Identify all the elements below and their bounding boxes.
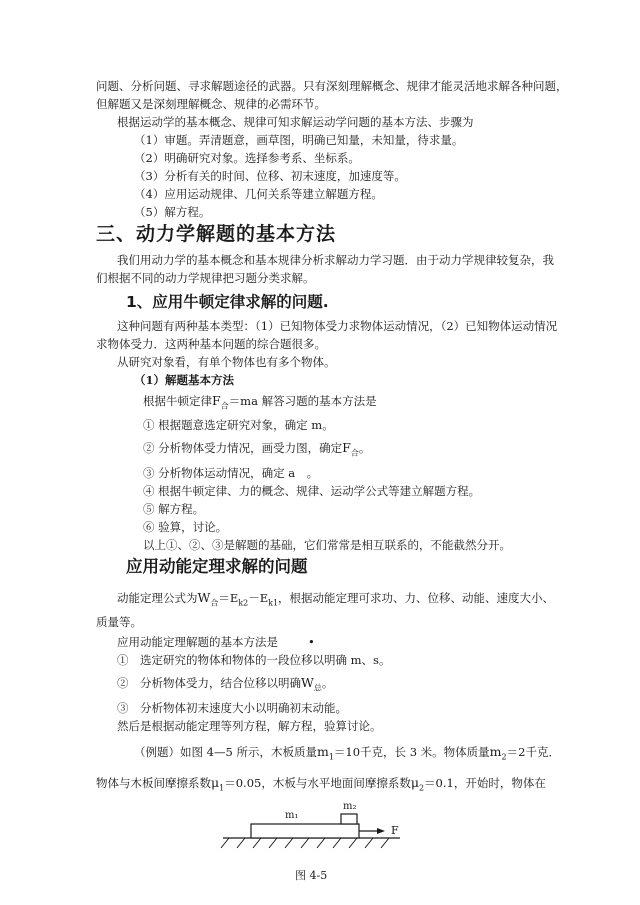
method-intro-b: ＝ma 解答习题的基本方法是	[228, 394, 377, 408]
intro-step-5: （5）解方程。	[134, 205, 211, 219]
section-3-para-2: 们根据不同的动力学规律把习题分类求解。	[96, 271, 315, 285]
kinetic-formula-line	[117, 590, 554, 611]
intro-step-2: （2）明确研究对象。选择参考系、坐标系。	[134, 151, 360, 165]
method-item-5: ⑤ 解方程。	[143, 502, 205, 516]
formula-k2: k2	[238, 598, 249, 608]
example-line-1-b: ＝10千克，长 3 米。物体质量	[333, 745, 490, 759]
block-m2	[341, 814, 357, 824]
intro-line-1: 问题、分析问题、寻求解题途径的武器。只有深刻理解概念、规律才能灵活地求解各种问题，	[96, 79, 568, 93]
kinetic-formula-line-2: 质量等。	[96, 615, 142, 629]
kinetic-item-2	[117, 675, 333, 696]
formula-eq: ＝E	[218, 591, 239, 605]
kinetic-item-2-a: ② 分析物体受力，结合位移以明确	[117, 676, 301, 690]
kinetic-item-4: 然后是根据动能定理等列方程，解方程，验算讨论。	[117, 719, 382, 733]
intro-line-3: 根据运动学的基本概念、规律可知求解运动学问题的基本方法、步骤为	[117, 115, 474, 129]
ground-hatching	[221, 838, 389, 848]
example-m2-sub: 2	[501, 752, 507, 762]
formula-b: ，根据动能定理可求功、力、位移、动能、速度大小、	[278, 591, 555, 605]
method-item-3: ③ 分析物体运动情况，确定 a 。	[143, 466, 319, 480]
example-line-2	[96, 775, 546, 796]
example-mu2: μ	[410, 775, 419, 790]
method-item-2-F: F	[342, 440, 351, 455]
formula-a: 动能定理公式为	[117, 591, 198, 605]
subsection-1-para-3: 从研究对象看，有单个物体也有多个物体。	[117, 355, 336, 369]
method-note: 以上①、②、③是解题的基础，它们常常是相互联系的，不能截然分开。	[143, 538, 511, 552]
section-3-title: 三、动力学解题的基本方法	[96, 223, 337, 245]
intro-step-3: （3）分析有关的时间、位移、初末速度，加速度等。	[134, 169, 406, 183]
method-item-2-a: ② 分析物体受力情况，画受力图，确定	[143, 441, 343, 455]
formula-minus: －E	[248, 591, 269, 605]
intro-step-1: （1）审题。弄清题意，画草图，明确已知量，未知量，待求量。	[134, 133, 464, 147]
kinetic-method-intro-text: 应用动能定理解题的基本方法是	[117, 635, 278, 649]
example-line-2-b: ＝0.05，木板与水平地面间摩擦系数	[224, 776, 411, 790]
example-mu2-sub: 2	[418, 783, 425, 793]
example-line-1-c: ＝2千克．	[506, 745, 560, 759]
method-item-2-sub: 合	[350, 448, 359, 458]
figure-caption: 图 4-5	[295, 869, 328, 882]
example-mu1-sub: 1	[219, 783, 225, 793]
formula-W-sub: 合	[210, 598, 219, 608]
kinetic-item-1: ① 选定研究的物体和物体的一段位移以明确 m、s。	[117, 653, 391, 667]
method-item-6: ⑥ 验算，讨论。	[143, 520, 228, 534]
label-m2: m₂	[343, 801, 357, 812]
kinetic-item-2-W: W	[301, 675, 314, 690]
subsection-1-title: 1、应用牛顿定律求解的问题.	[126, 293, 329, 311]
example-m2: m	[489, 744, 502, 759]
method-intro-a: 根据牛顿定律	[143, 394, 212, 408]
method-intro-F: F	[212, 393, 221, 408]
method-item-2	[143, 440, 370, 461]
section-3-para-1: 我们用动力学的基本概念和基本规律分析求解动力学习题．由于动力学规律较复杂，我	[117, 253, 554, 267]
example-line-1-a: （例题）如图 4—5 所示，木板质量	[134, 745, 317, 759]
example-m1: m	[316, 744, 329, 759]
kinetic-method-dot: •	[308, 635, 315, 649]
method-intro-sub: 合	[220, 401, 229, 411]
intro-step-4: （4）应用运动规律、几何关系等建立解题方程。	[134, 187, 383, 201]
method-item-4: ④ 根据牛顿定律、力的概念、规律、运动学公式等建立解题方程。	[143, 484, 481, 498]
formula-W: W	[197, 590, 211, 605]
force-arrow-icon	[377, 828, 385, 834]
board-m1	[251, 824, 359, 838]
example-mu1: μ	[211, 775, 220, 790]
intro-line-2: 但解题又是深刻理解概念、规律的必需环节。	[96, 97, 326, 111]
figure-4-5	[215, 798, 415, 860]
kinetic-item-2-b: 。	[321, 676, 334, 690]
method-intro	[143, 393, 377, 414]
label-F: F	[391, 824, 399, 837]
example-line-1	[134, 744, 560, 765]
label-m1: m₁	[285, 810, 299, 821]
example-m1-sub: 1	[328, 752, 334, 762]
kinetic-item-3: ③ 分析物体初末速度大小以明确初末动能。	[117, 701, 347, 715]
subsection-1-para-2: 求物体受力．这两种基本问题的综合题很多。	[96, 337, 326, 351]
kinetic-item-2-sub: 总	[313, 683, 322, 693]
example-line-2-c: ＝0.1，开始时，物体在	[424, 776, 546, 790]
subsection-1-para-1: 这种问题有两种基本类型：（1）已知物体受力求物体运动情况，（2）已知物体运动情况	[117, 319, 558, 333]
example-line-2-a: 物体与木板间摩擦系数	[96, 776, 211, 790]
kinetic-method-intro	[117, 634, 315, 650]
subsection-2-title: 应用动能定理求解的问题	[126, 557, 308, 576]
method-title: （1）解题基本方法	[134, 373, 235, 387]
formula-k1: k1	[268, 598, 279, 608]
method-item-1: ① 根据题意选定研究对象，确定 m。	[143, 418, 334, 432]
method-item-2-b: 。	[358, 441, 371, 455]
